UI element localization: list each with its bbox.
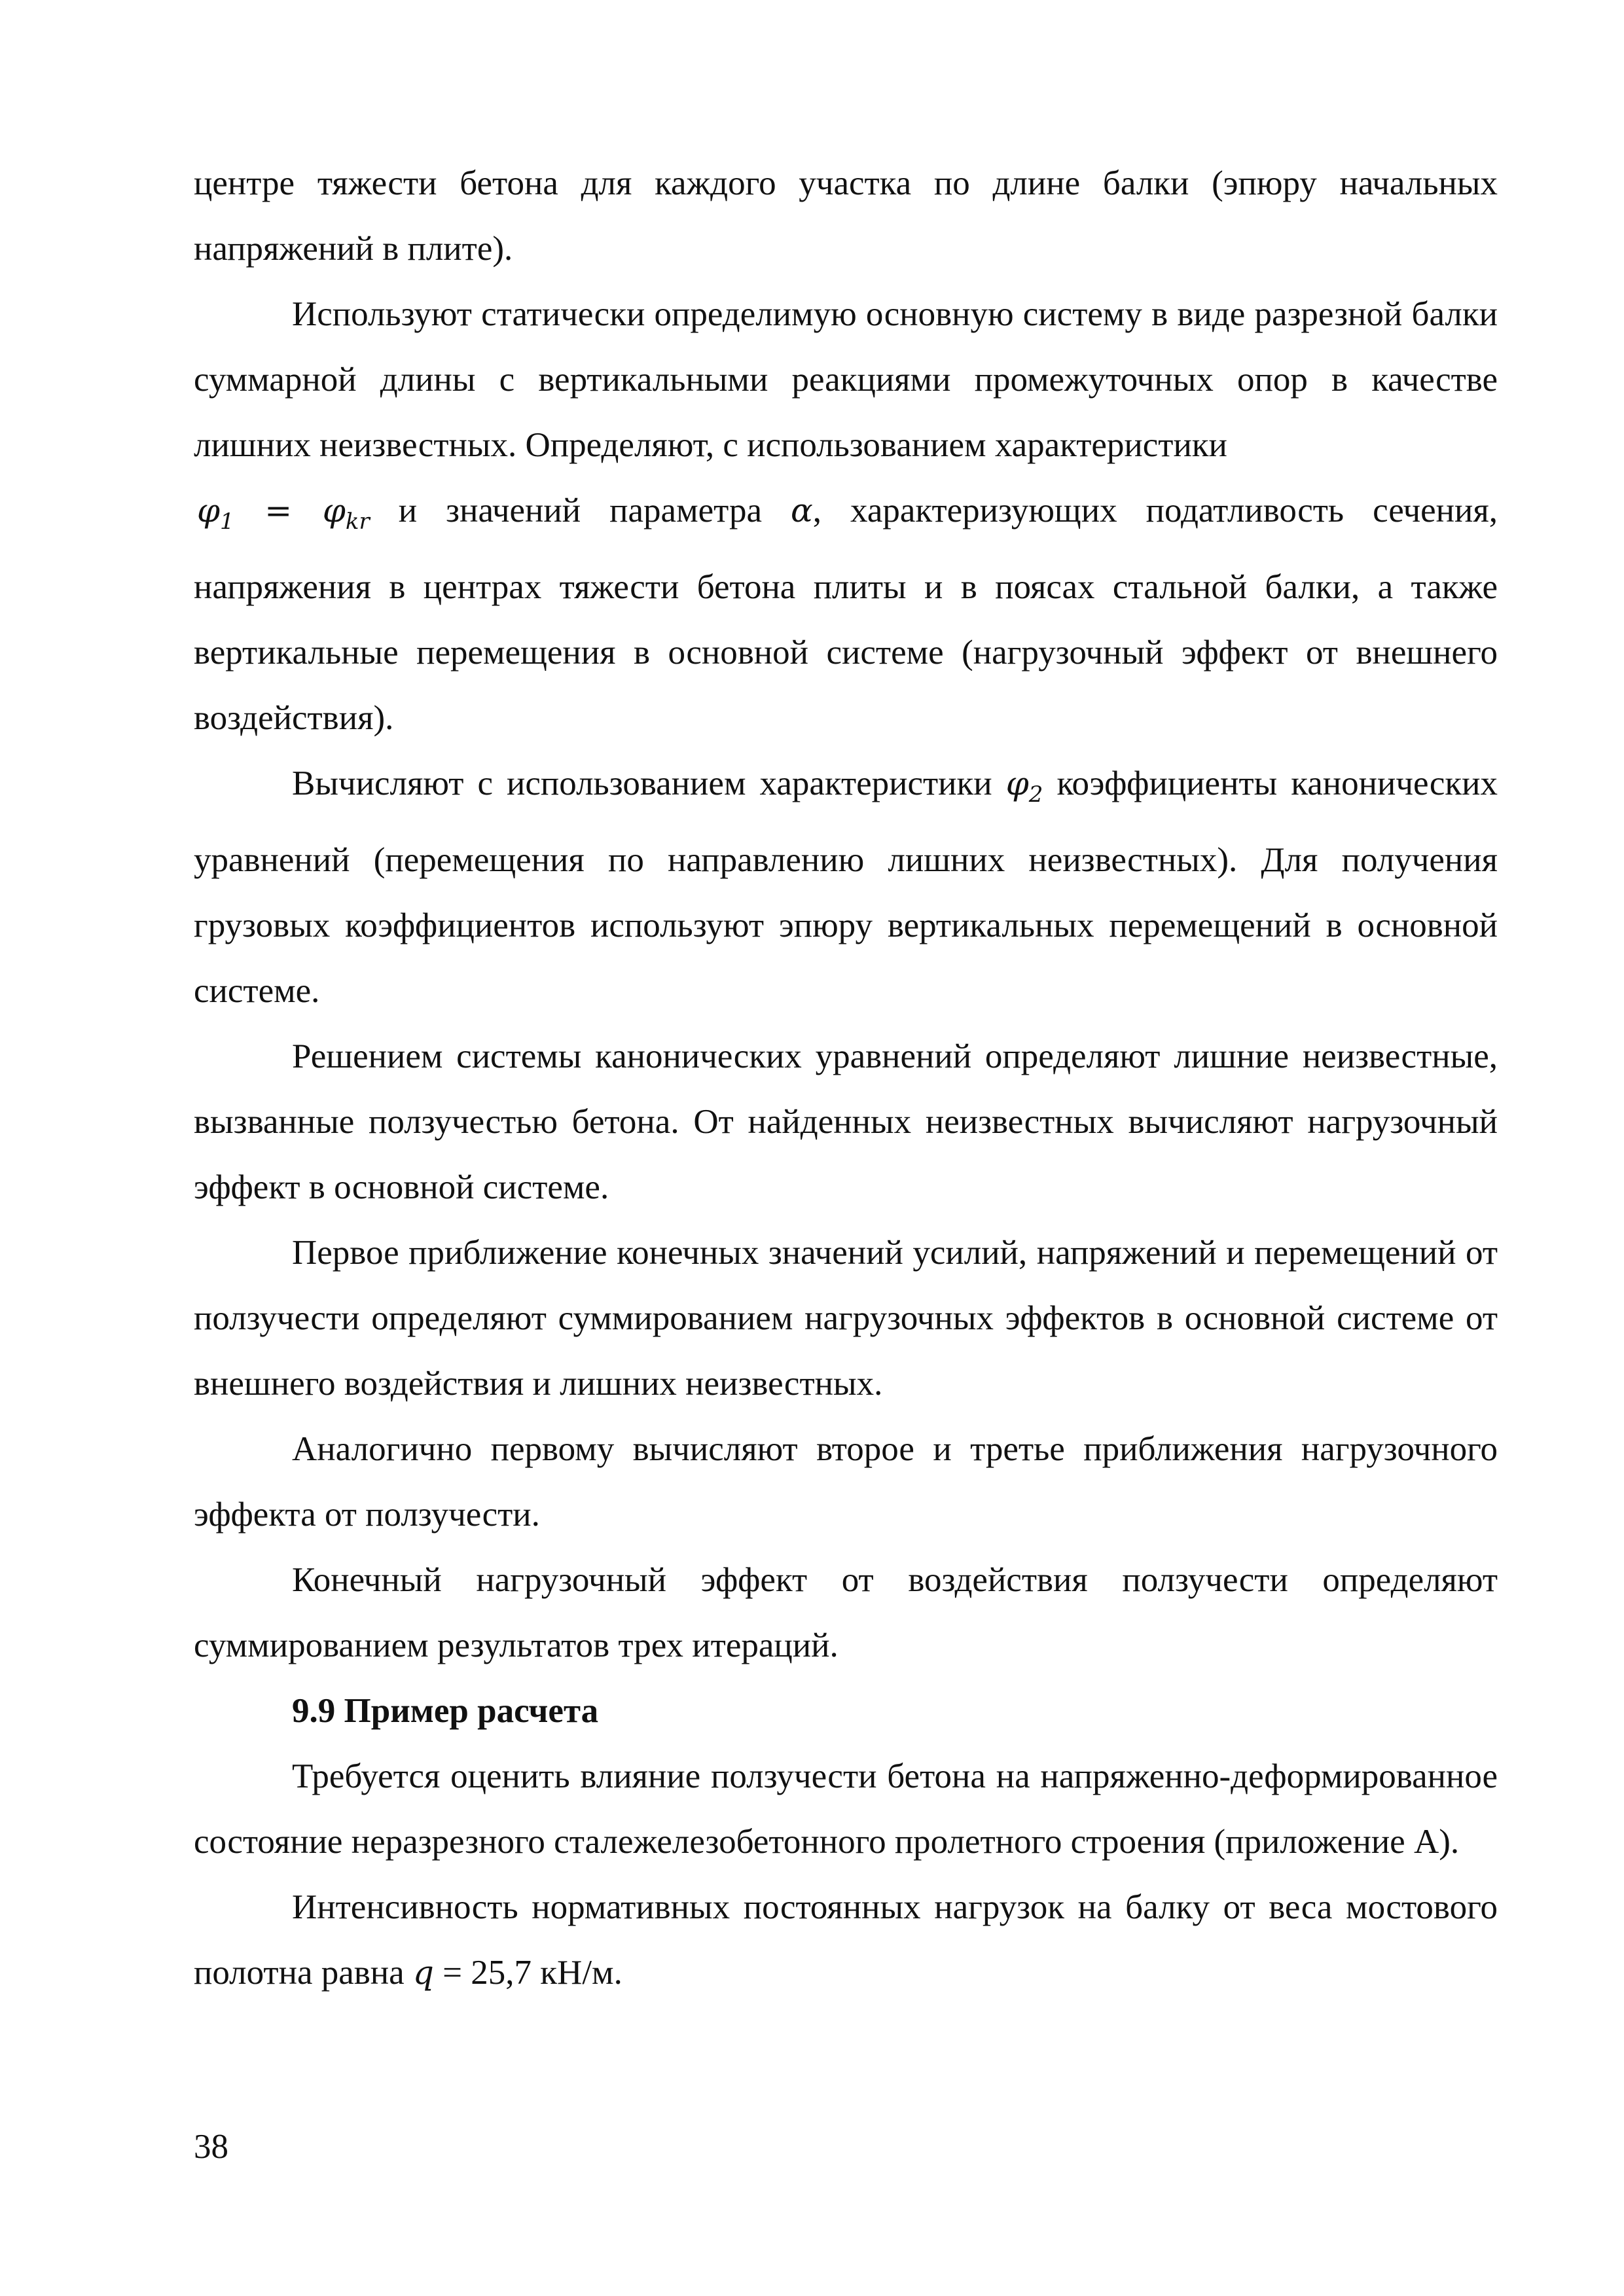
paragraph-7: Конечный нагрузочный эффект от воздействия ползучести определяют суммированием результатов трех итераций. (194, 1561, 1498, 1664)
paragraph-8: Требуется оценить влияние ползучести бетона на напряженно-деформированное состояние неразрезного сталежелезобетонного пролетного строения (приложение А). (194, 1757, 1498, 1861)
phi-kr-symbol: $\varphi_{kr}$ (322, 492, 370, 535)
paragraph-9-text-a: Интенсивность нормативных постоянных нагрузок на балку от веса мостового полотна равна (194, 1888, 1498, 1992)
paragraph-2-text-b: , характеризующих податливость сечения, напряжения в центрах тяжести бетона плиты и в поясах стальной балки, а также вертикальные перемещения в основной системе (нагрузочный эффект от внешнего воздействия). (194, 492, 1498, 737)
paragraph-3 (194, 751, 1498, 1024)
phi-1-symbol: $\varphi_1$ (196, 492, 234, 535)
paragraph-3-text-a: Вычисляют с использованием характеристики (292, 764, 1006, 802)
paragraph-2-text: Используют статически определимую основную систему в виде разрезной балки суммарной длины с вертикальными реакциями промежуточных опор в качестве лишних неизвестных. Определяют, с использованием характеристики (194, 295, 1498, 464)
alpha-symbol: α (791, 492, 813, 529)
document-body (194, 151, 1498, 2005)
phi-2-symbol: $\varphi_2$ (1005, 764, 1043, 808)
paragraph-9 (194, 1874, 1498, 2005)
paragraph-4: Решением системы канонических уравнений определяют лишние неизвестные, вызванные ползучестью бетона. От найденных неизвестных вычисляют нагрузочный эффект в основной системе. (194, 1037, 1498, 1206)
paragraph-2-continued (194, 478, 1498, 751)
q-variable: q (412, 1954, 434, 1992)
section-heading: 9.9 Пример расчета (292, 1692, 599, 1730)
paragraph-6: Аналогично первому вычисляют второе и третье приближения нагрузочного эффекта от ползучести. (194, 1430, 1498, 1534)
paragraph-9-text-b: = 25,7 кН/м. (433, 1954, 623, 1992)
paragraph-2-text-a: и значений параметра (369, 492, 791, 529)
paragraph-5: Первое приближение конечных значений усилий, напряжений и перемещений от ползучести определяют суммированием нагрузочных эффектов в основной системе от внешнего воздействия и лишних неизвестных. (194, 1234, 1498, 1403)
page-number: 38 (194, 2128, 228, 2166)
paragraph-1: центре тяжести бетона для каждого участка по длине балки (эпюру начальных напряжений в плите). (194, 164, 1498, 268)
paragraph-2 (194, 281, 1498, 478)
equals-sign: = (234, 492, 323, 529)
paragraph-3-text-b: коэффициенты канонических уравнений (перемещения по направлению лишних неизвестных). Для получения грузовых коэффициентов используют эпюру вертикальных перемещений в основной системе. (194, 764, 1498, 1010)
